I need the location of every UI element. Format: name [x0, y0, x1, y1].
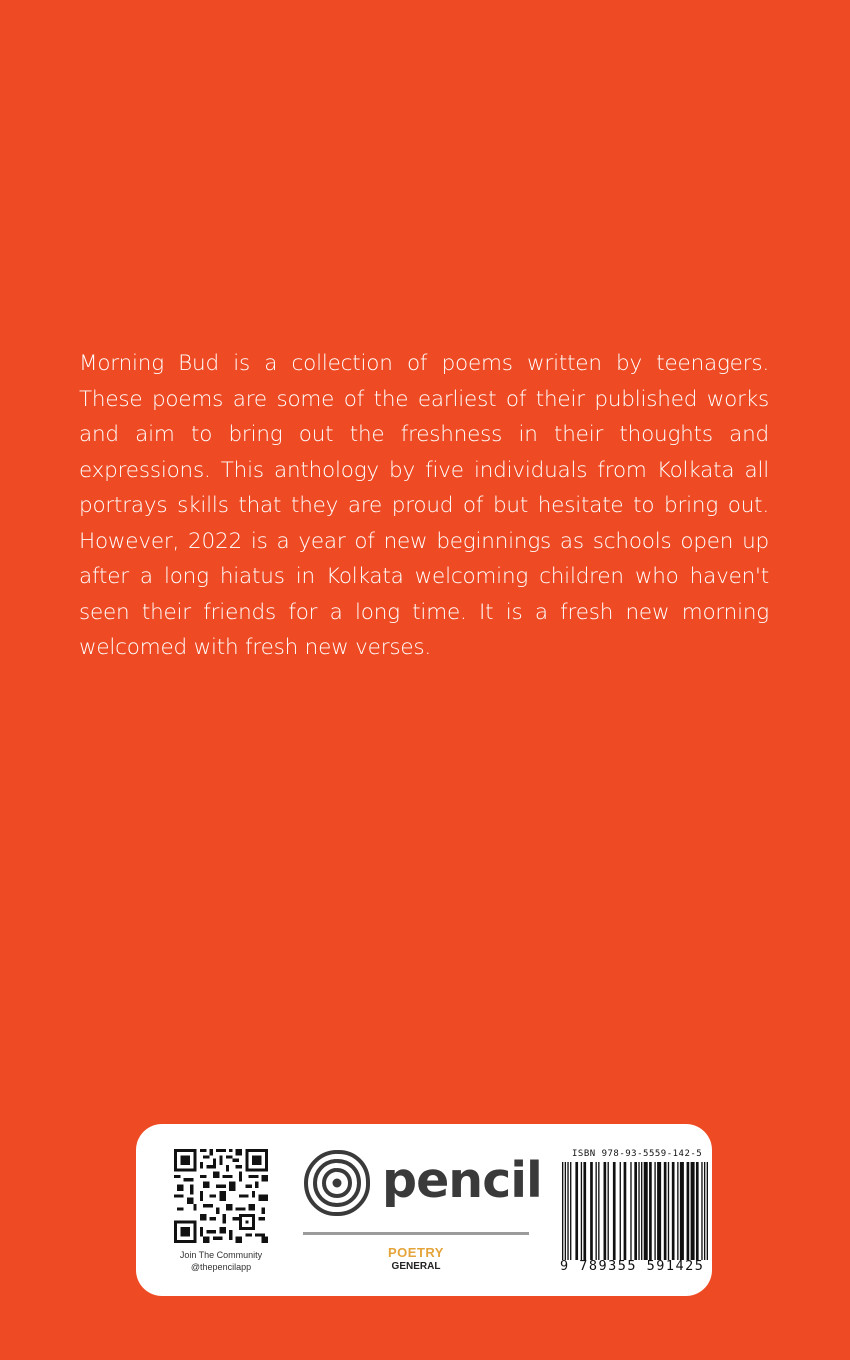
- publisher-logo: [302, 1148, 542, 1218]
- barcode-bar: [664, 1162, 667, 1260]
- barcode-bar: [575, 1162, 578, 1260]
- barcode-bar: [672, 1162, 675, 1260]
- barcode-digits: 9 789355 591425: [560, 1258, 705, 1274]
- barcode-bar: [567, 1162, 568, 1260]
- barcode-bar: [638, 1162, 639, 1260]
- pencil-ring-logo-icon: [302, 1148, 372, 1218]
- barcode-bar: [565, 1162, 566, 1260]
- barcode-bar: [598, 1162, 599, 1260]
- back-cover-blurb: Morning Bud is a collection of poems written by teenagers. These poems are some of the earliest of their published works and aim to bring out the freshness in their thoughts and expressions. This anthology by five individuals from Kolkata all portrays skills that they are proud of but hesitate to bring out. However, 2022 is a year of new beginnings as schools open up after a long hiatus in Kolkata welcoming children who haven't seen their friends for a long time. It is a fresh new morning welcomed with fresh new verses.: [79, 351, 769, 660]
- barcode-bar: [687, 1162, 690, 1260]
- barcode-bar: [634, 1162, 637, 1260]
- genre-label: POETRY: [388, 1245, 444, 1260]
- qr-code-icon[interactable]: [174, 1149, 268, 1243]
- barcode-bar: [668, 1162, 669, 1260]
- barcode-bar: [644, 1162, 648, 1260]
- barcode-bar: [604, 1162, 607, 1260]
- barcode-bar: [641, 1162, 642, 1260]
- barcode-bar: [624, 1162, 627, 1260]
- barcode-bar: [680, 1162, 684, 1260]
- barcode-bar: [649, 1162, 652, 1260]
- barcode-bar: [620, 1162, 621, 1260]
- community-caption: [156, 1249, 286, 1273]
- barcode-bar: [613, 1162, 616, 1260]
- barcode-bar: [654, 1162, 655, 1260]
- barcode-bar: [590, 1162, 593, 1260]
- isbn-label: ISBN 978-93-5559-142-5: [572, 1149, 703, 1159]
- barcode-bar: [691, 1162, 695, 1260]
- barcode-bar: [595, 1162, 596, 1260]
- barcode-bar: [630, 1162, 631, 1260]
- subgenre-label: GENERAL: [391, 1261, 441, 1272]
- barcode-bar: [707, 1162, 708, 1260]
- barcode-bar: [701, 1162, 702, 1260]
- publisher-name: pencil: [382, 1152, 542, 1209]
- barcode-bar: [570, 1162, 571, 1260]
- barcode-bar: [583, 1162, 586, 1260]
- barcode-bar: [677, 1162, 678, 1260]
- barcode-bar: [657, 1162, 661, 1260]
- barcode-bar: [696, 1162, 699, 1260]
- community-handle[interactable]: @thepencilapp: [190, 1262, 252, 1272]
- divider: [303, 1232, 529, 1235]
- barcode-bar: [704, 1162, 705, 1260]
- publisher-info-card: [136, 1124, 712, 1296]
- barcode-bar: [581, 1162, 582, 1260]
- community-line: Join The Community: [179, 1250, 263, 1260]
- barcode-icon: [562, 1162, 708, 1260]
- barcode-bar: [562, 1162, 563, 1260]
- barcode-bar: [608, 1162, 609, 1260]
